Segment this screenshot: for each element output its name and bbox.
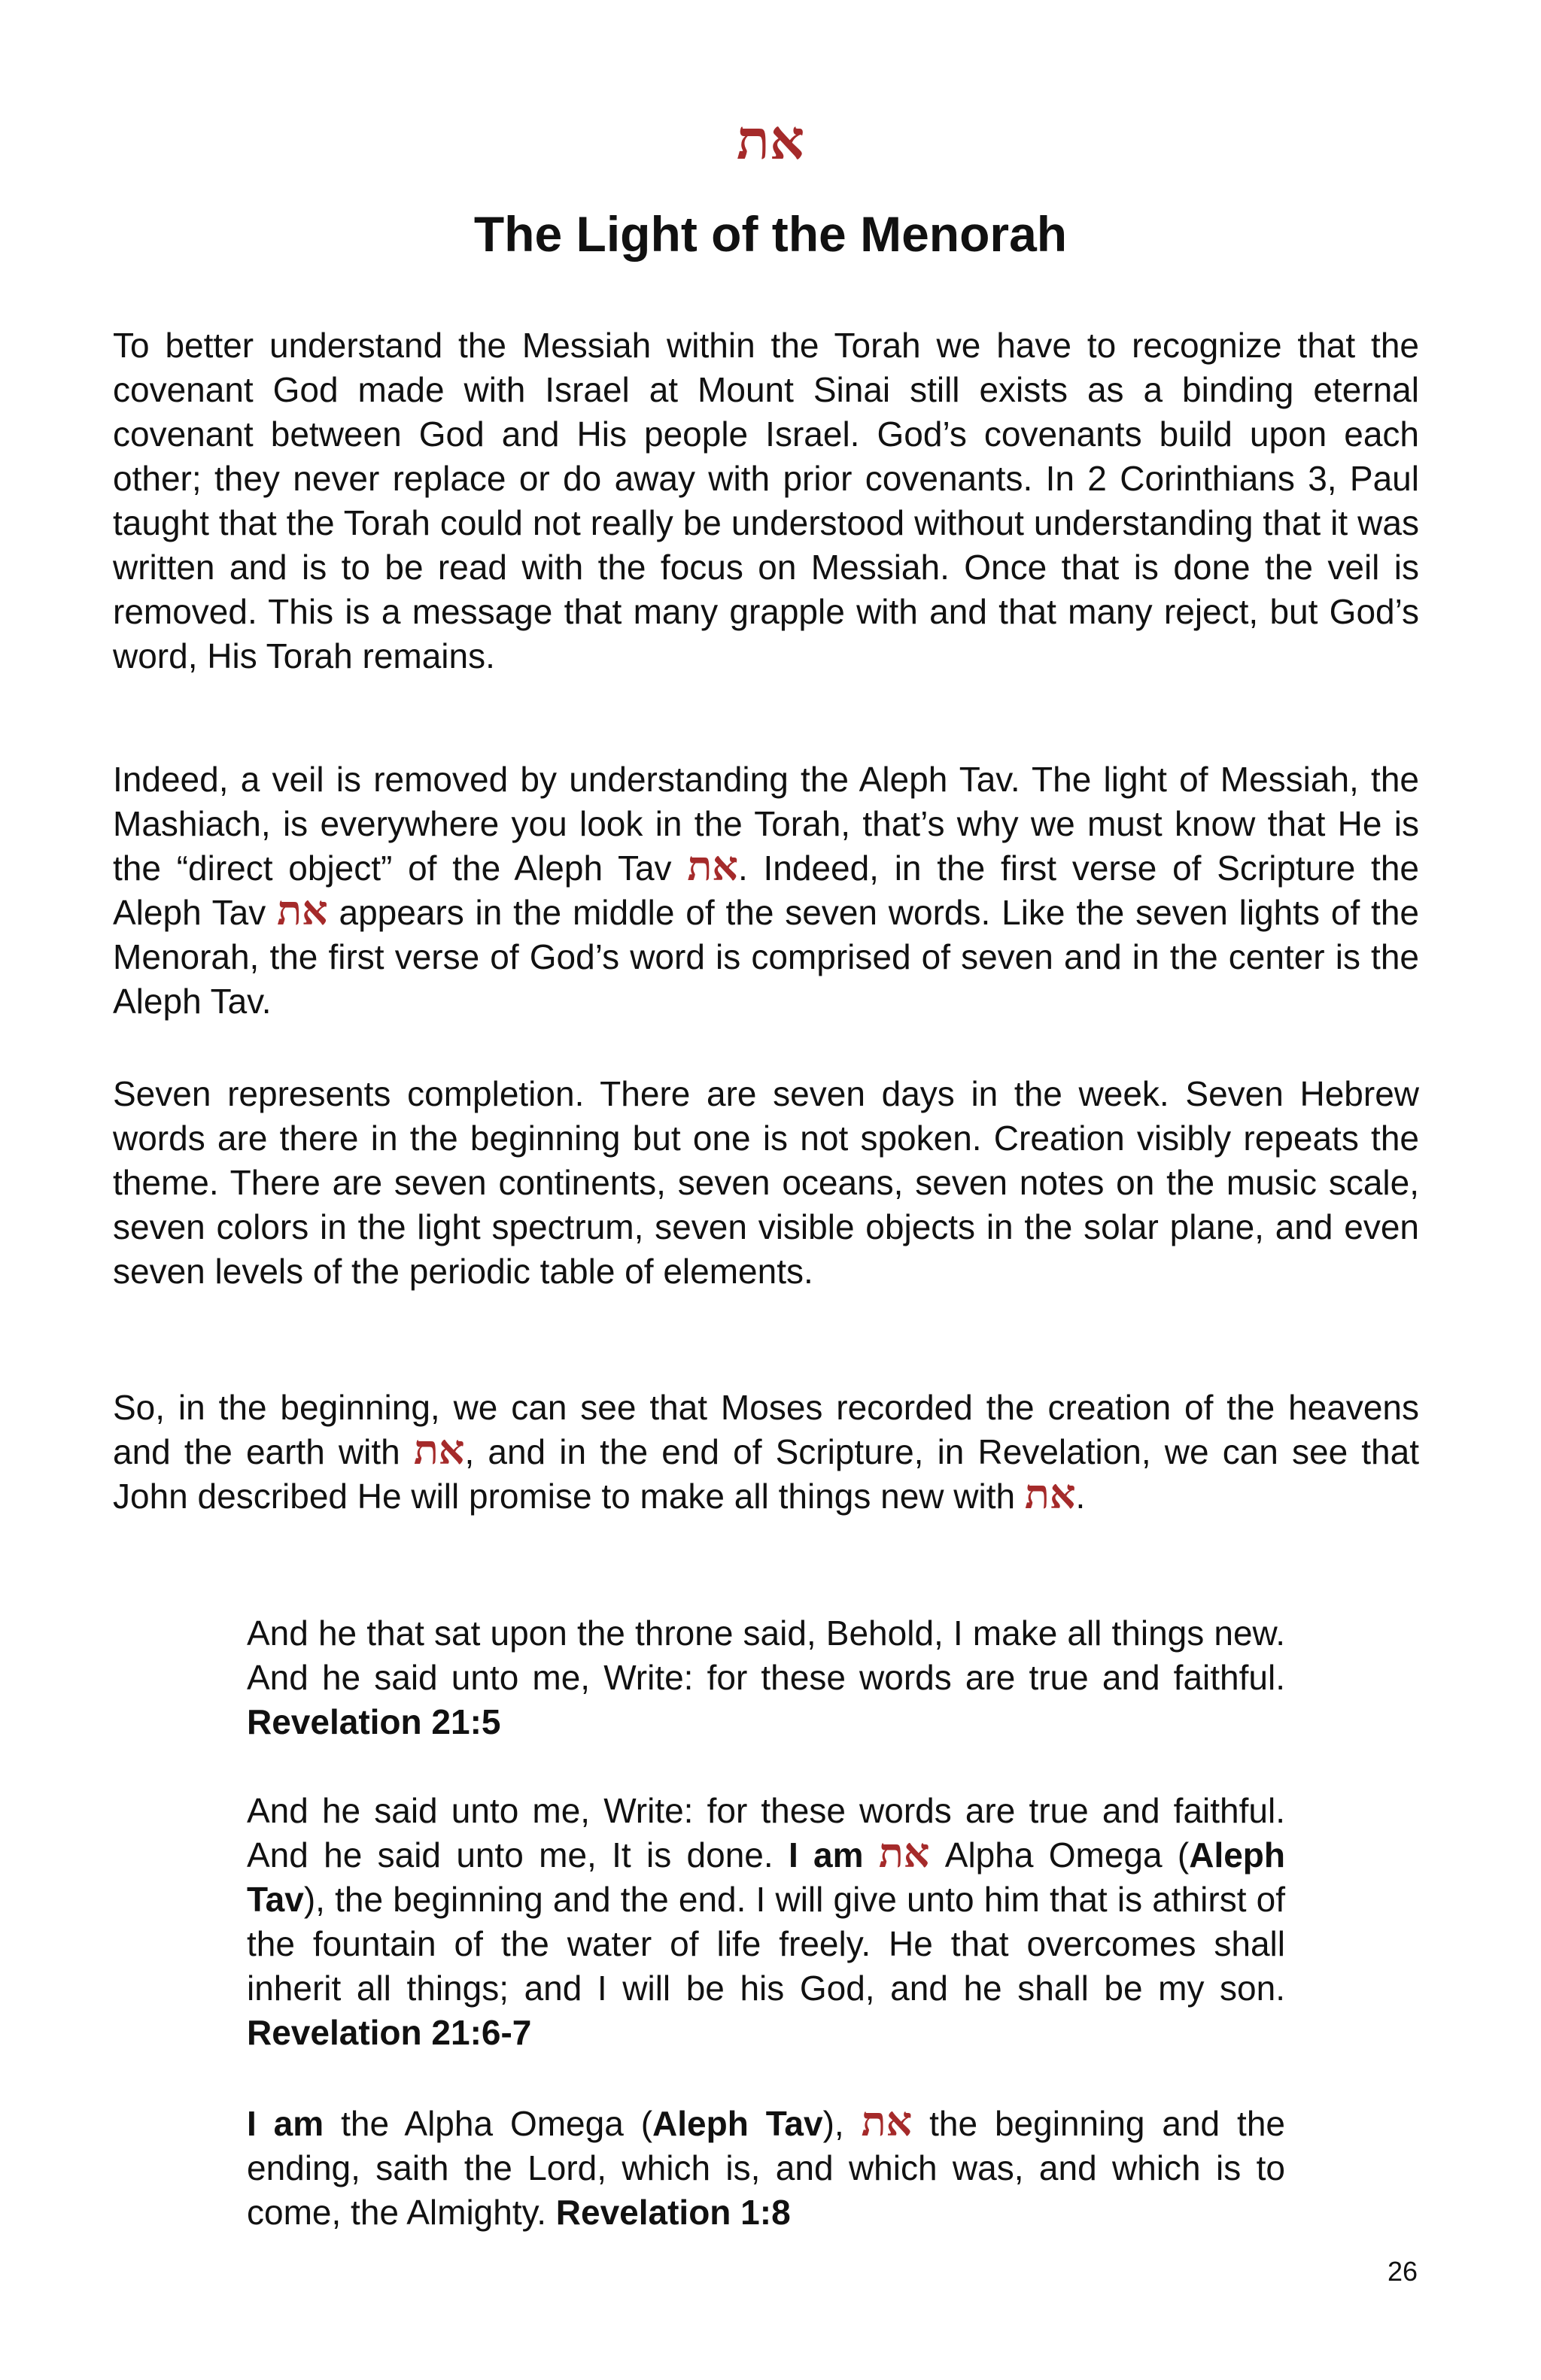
quote-text: the Alpha Omega ( xyxy=(324,2104,653,2143)
page-title: The Light of the Menorah xyxy=(473,206,1068,262)
scripture-reference: Revelation 21:6-7 xyxy=(247,2013,532,2052)
quote-text: ), the beginning and the end. I will give unto him that is athirst of the fountain of the water of life freely. He that overcomes shall inherit all things; and I will be his God, and he shall be my son. xyxy=(247,1880,1285,2008)
paragraph-text: So, in the beginning, we can see that Moses recorded the creation of the heavens and the earth with xyxy=(113,1388,1419,1471)
paragraph-text: appears in the middle of the seven words. Like the seven lights of the Menorah, the first verse of God’s word is comprised of seven and in the center is the Aleph Tav. xyxy=(113,893,1420,1021)
paragraph-seven-completion: Seven represents completion. There are seven days in the week. Seven Hebrew words are there in the beginning but one is not spoken. Creation visibly repeats the theme. There are seven continents, seven oceans, seven notes on the music scale, seven colors in the light spectrum, seven visible objects in the solar plane, and even seven levels of the periodic table of elements. xyxy=(113,1074,1419,1291)
quote-text: Alpha Omega ( xyxy=(929,1835,1190,1875)
quote-text: And he said unto me, Write: for these words are true and faithful. And he said unto me, It is done. xyxy=(247,1791,1285,1875)
paragraph-text: . Indeed, in the first verse of Scripture the Aleph Tav xyxy=(113,848,1419,932)
paragraph-beginning-end xyxy=(113,1386,1419,1519)
paragraph-text: . xyxy=(1075,1477,1086,1516)
scripture-reference: Revelation 1:8 xyxy=(555,2193,791,2232)
aleph-tav-glyph: את xyxy=(687,842,738,890)
aleph-tav-glyph: את xyxy=(413,1425,465,1474)
scripture-reference: Revelation 21:5 xyxy=(247,1702,501,1741)
emphasis-text: I am xyxy=(247,2104,324,2143)
quote-revelation-1-8 xyxy=(247,2097,1285,2235)
paragraph-text: Indeed, a veil is removed by understanding the Aleph Tav. The light of Messiah, the Mashiach, is everywhere you look in the Torah, that’s why we must know that He is the “direct object” of the Aleph Tav xyxy=(113,760,1419,888)
quote-revelation-21-6-7 xyxy=(247,1789,1285,2055)
emphasis-text: Aleph Tav xyxy=(247,1835,1285,1919)
quote-text: the beginning and the ending, saith the Lord, which is, and which was, and which is to come, the Almighty. xyxy=(247,2104,1285,2232)
quote-revelation-21-5 xyxy=(247,1611,1285,1744)
aleph-tav-glyph: את xyxy=(878,1829,930,1877)
paragraph-covenant: To better understand the Messiah within the Torah we have to recognize that the covenant God made with Israel at Mount Sinai still exists as a binding eternal covenant between God and His people Israel. God’s covenants build upon each other; they never replace or do away with prior covenants. In 2 Corinthians 3, Paul taught that the Torah could not really be understood without understanding that it was written and is to be read with the focus on Messiah. Once that is done the veil is removed. This is a message that many grapple with and that many reject, but God’s word, His Torah remains. xyxy=(113,326,1419,675)
emphasis-text: Aleph Tav xyxy=(652,2104,823,2143)
aleph-tav-glyph: את xyxy=(277,886,328,934)
quote-text: And he that sat upon the throne said, Behold, I make all things new. And he said unto me, Write: for these words are true and faithful. xyxy=(247,1613,1285,1697)
paragraph-text: , and in the end of Scripture, in Revelation, we can see that John described He will promise to make all things new with xyxy=(113,1432,1420,1516)
page-number: 26 xyxy=(1387,2256,1418,2287)
quote-text: ), xyxy=(822,2104,862,2143)
aleph-tav-glyph: את xyxy=(861,2097,913,2145)
aleph-tav-header-mark: את xyxy=(736,108,805,172)
paragraph-veil-removed xyxy=(113,757,1419,1024)
emphasis-text: I am xyxy=(788,1835,864,1875)
aleph-tav-glyph: את xyxy=(1024,1470,1076,1518)
